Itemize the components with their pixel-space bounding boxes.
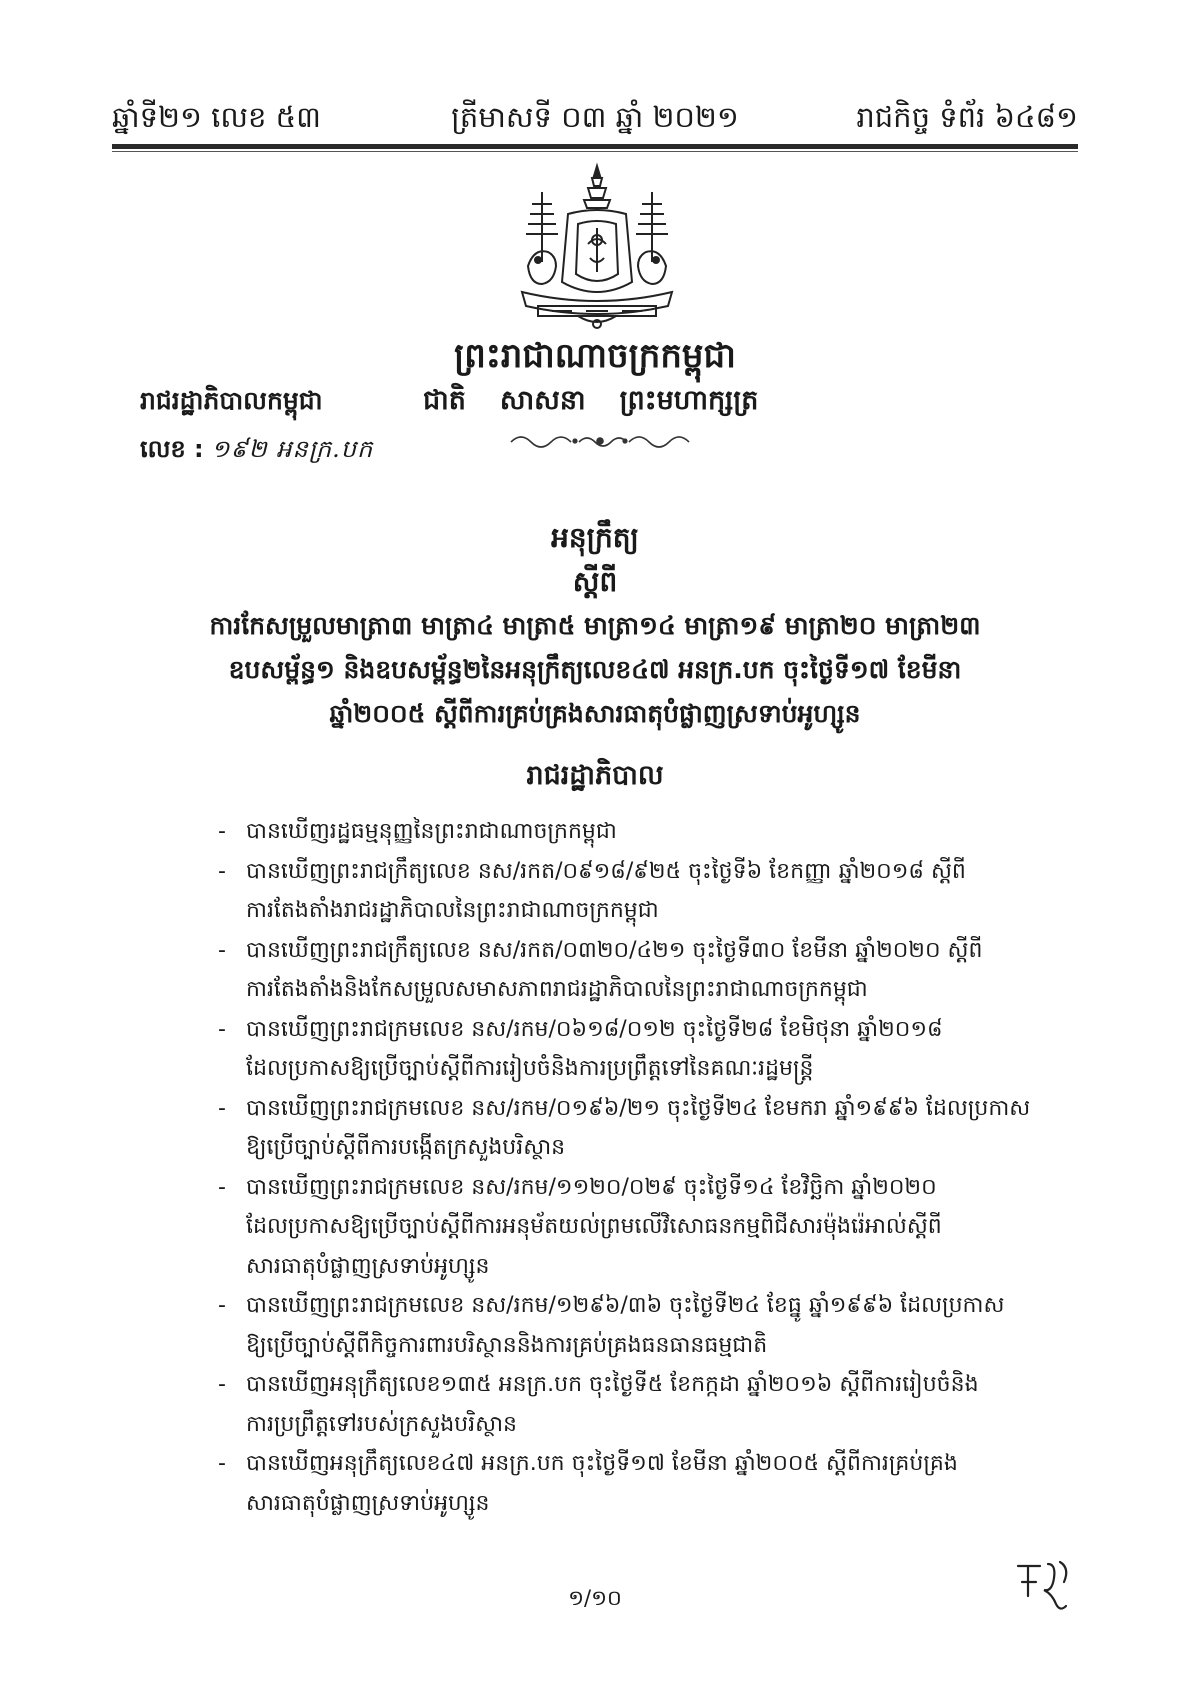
decree-title <box>140 516 1050 736</box>
recital-item <box>218 1286 1036 1365</box>
kingdom-title: ព្រះរាជាណាចក្រកម្ពុជា <box>454 336 736 376</box>
decree-type: អនុក្រឹត្យ <box>551 521 639 554</box>
recital-line: បានឃើញអនុក្រឹត្យលេខ១៣៥ អនក្រ.បក ចុះថ្ងៃទី៥ ខែកក្កដា ឆ្នាំ២០១៦ ស្តីពីការរៀបចំនិង <box>246 1372 979 1397</box>
recital-marker: - <box>218 858 226 884</box>
recital-marker: - <box>218 1451 226 1476</box>
recital-item <box>218 1365 1036 1444</box>
recital-line: បានឃើញព្រះរាជក្រឹត្យលេខ នស/រកត/០៣២០/៤២១ ចុះថ្ងៃទី៣០ ខែមីនា ឆ្នាំ២០២០ ស្តីពី <box>246 937 983 963</box>
recital-marker: - <box>218 1372 226 1397</box>
recital-line: បានឃើញព្រះរាជក្រមលេខ នស/រកម/១១២០/០២៩ ចុះថ្ងៃទី១៤ ខែវិច្ឆិកា ឆ្នាំ២០២០ <box>246 1174 937 1200</box>
decree-subject-line: ឆ្នាំ២០០៥ ស្តីពីការគ្រប់គ្រងសារធាតុបំផ្លាញស្រទាប់អូហ្សូន <box>329 699 861 728</box>
recital-line: បានឃើញព្រះរាជក្រមលេខ នស/រកម/១២៩៦/៣៦ ចុះថ្ងៃទី២៤ ខែធ្នូ ឆ្នាំ១៩៩៦ ដែលប្រកាស <box>246 1293 1005 1318</box>
header-divider-thin <box>112 151 1078 152</box>
decree-number <box>140 432 373 466</box>
recital-line: សារធាតុបំផ្លាញស្រទាប់អូហ្សូន <box>246 1253 490 1279</box>
recital-line: ការតែងតាំងរាជរដ្ឋាភិបាលនៃព្រះរាជាណាចក្រកម្ពុជា <box>246 898 659 923</box>
decree-on: ស្តីពី <box>572 565 618 598</box>
gazette-page-ref: រាជកិច្ច ទំព័រ ៦៤៨១ <box>856 100 1078 134</box>
recital-item <box>218 812 1036 852</box>
header-divider <box>112 144 1078 149</box>
page-number: ១/១០ <box>568 1586 622 1610</box>
recital-item <box>218 1089 1036 1168</box>
government-name: រាជរដ្ឋាភិបាលកម្ពុជា <box>140 386 323 415</box>
recital-line: ឱ្យប្រើច្បាប់ស្តីពីកិច្ចការពារបរិស្ថាននិងការគ្រប់គ្រងធនធានធម្មជាតិ <box>246 1332 768 1358</box>
recital-line: បានឃើញរដ្ឋធម្មនុញ្ញនៃព្រះរាជាណាចក្រកម្ពុជា <box>246 819 617 844</box>
decree-number-value: ១៩២ អនក្រ.បក <box>211 435 374 463</box>
recitals-list <box>218 812 1036 1523</box>
recital-line: បានឃើញព្រះរាជក្រឹត្យលេខ នស/រកត/០៩១៨/៩២៥ ចុះថ្ងៃទី៦ ខែកញ្ញា ឆ្នាំ២០១៨ ស្តីពី <box>246 858 966 884</box>
recital-line: ការតែងតាំងនិងកែសម្រួលសមាសភាពរាជរដ្ឋាភិបាលនៃព្រះរាជាណាចក្រកម្ពុជា <box>246 977 868 1002</box>
motto-nation: ជាតិ <box>423 385 466 416</box>
recital-marker: - <box>218 819 226 844</box>
recital-marker: - <box>218 1174 226 1200</box>
recital-item <box>218 1010 1036 1089</box>
recital-marker: - <box>218 937 226 963</box>
gazette-quarter: ត្រីមាសទី ០៣ ឆ្នាំ ២០២១ <box>451 100 739 134</box>
recital-line: ឱ្យប្រើច្បាប់ស្តីពីការបង្កើតក្រសួងបរិស្ថាន <box>246 1135 566 1160</box>
recital-item <box>218 852 1036 931</box>
recital-line: បានឃើញអនុក្រឹត្យលេខ៤៧ អនក្រ.បក ចុះថ្ងៃទី១៧ ខែមីនា ឆ្នាំ២០០៥ ស្តីពីការគ្រប់គ្រង <box>246 1451 958 1476</box>
recital-line: សារធាតុបំផ្លាញស្រទាប់អូហ្សូន <box>246 1490 490 1516</box>
recital-marker: - <box>218 1016 226 1042</box>
recital-item <box>218 931 1036 1010</box>
recital-line: ការប្រព្រឹត្តទៅរបស់ក្រសួងបរិស្ថាន <box>246 1411 518 1437</box>
recital-line: បានឃើញព្រះរាជក្រមលេខ នស/រកម/០១៩៦/២១ ចុះថ្ងៃទី២៤ ខែមករា ឆ្នាំ១៩៩៦ ដែលប្រកាស <box>246 1095 1031 1121</box>
royal-arms-icon <box>508 162 686 332</box>
recital-item <box>218 1444 1036 1523</box>
recital-item <box>218 1168 1036 1287</box>
motto-religion: សាសនា <box>499 385 586 416</box>
recital-line: បានឃើញព្រះរាជក្រមលេខ នស/រកម/០៦១៨/០១២ ចុះថ្ងៃទី២៨ ខែមិថុនា ឆ្នាំ២០១៨ <box>246 1016 943 1042</box>
gazette-header <box>112 92 1078 142</box>
gazette-volume: ឆ្នាំទី២១ លេខ ៥៣ <box>112 100 321 134</box>
decree-subject-line: ឧបសម្ព័ន្ធ១ និងឧបសម្ព័ន្ធ២នៃអនុក្រឹត្យលេខ៤៧ អនក្រ.បក ចុះថ្ងៃទី១៧ ខែមីនា <box>228 655 962 684</box>
recital-marker: - <box>218 1293 226 1318</box>
motto-king: ព្រះមហាក្សត្រ <box>619 385 759 416</box>
recital-marker: - <box>218 1095 226 1121</box>
recital-line: ដែលប្រកាសឱ្យប្រើច្បាប់ស្តីពីការរៀបចំនិងការប្រព្រឹត្តទៅនៃគណៈរដ្ឋមន្ត្រី <box>246 1056 814 1081</box>
recital-line: ដែលប្រកាសឱ្យប្រើច្បាប់ស្តីពីការអនុម័តយល់ព្រមលើវិសោធនកម្មពិជីសារម៉ុងរ៉េអាល់ស្តីពី <box>246 1214 942 1239</box>
divider-ornament-icon <box>505 428 695 454</box>
issuing-body: រាជរដ្ឋាភិបាល <box>526 760 664 791</box>
national-motto <box>423 384 792 418</box>
decree-number-label: លេខ : <box>140 435 204 463</box>
initials-signature-icon <box>1012 1556 1082 1616</box>
decree-subject-line: ការកែសម្រួលមាត្រា៣ មាត្រា៤ មាត្រា៥ មាត្រា១៤ មាត្រា១៩ មាត្រា២០ មាត្រា២៣ <box>209 611 981 640</box>
